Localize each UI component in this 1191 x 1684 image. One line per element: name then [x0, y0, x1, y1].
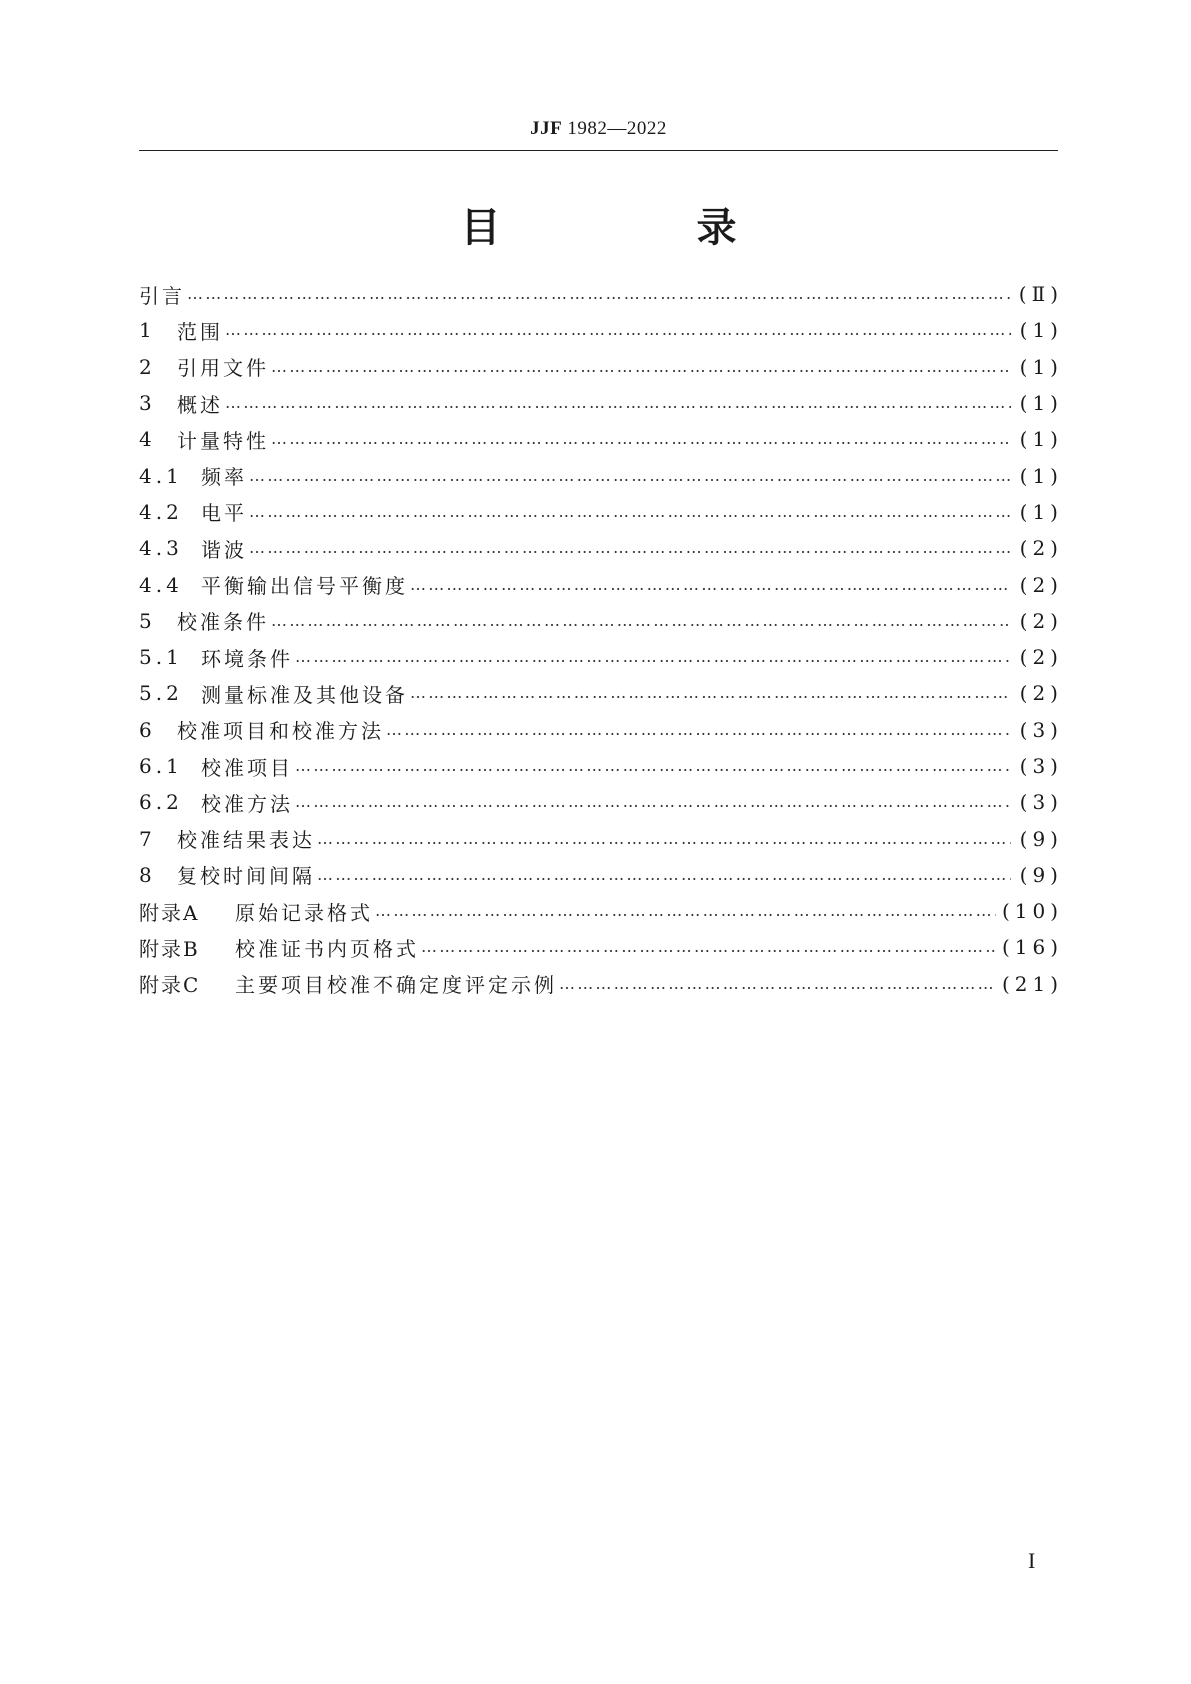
header-rule — [139, 150, 1058, 151]
table-of-contents — [139, 276, 1063, 1002]
toc-entry-label: 范围 — [177, 319, 223, 344]
standard-code: JJF — [530, 118, 563, 139]
toc-entry-label: 原始记录格式 — [235, 900, 373, 925]
toc-entry — [139, 929, 1063, 965]
toc-entry-number: 4.4 — [139, 572, 183, 597]
toc-entry-page: (1) — [1019, 463, 1063, 488]
toc-entry-page: (2) — [1019, 608, 1063, 633]
dot-leader — [295, 794, 1011, 810]
toc-entry-number: 5.1 — [139, 645, 183, 670]
toc-entry-number: 3 — [139, 391, 156, 416]
toc-entry-page: (3) — [1019, 754, 1063, 778]
dot-leader — [249, 468, 1011, 484]
dot-leader — [225, 322, 1011, 338]
toc-entry-page: (1) — [1019, 391, 1063, 416]
toc-entry-page: (1) — [1019, 354, 1063, 379]
dot-leader — [249, 504, 1011, 520]
page-title: 目 录 — [460, 205, 815, 251]
dot-leader — [421, 939, 996, 955]
toc-entry-number: 6.2 — [139, 790, 183, 815]
toc-entry-label: 电平 — [201, 501, 247, 526]
toc-entry — [139, 966, 1063, 1002]
toc-entry-page: (1) — [1019, 318, 1063, 343]
toc-entry-number: 4.2 — [139, 499, 183, 524]
toc-entry-page: (21) — [1001, 971, 1063, 996]
toc-entry-label: 校准结果表达 — [177, 828, 315, 853]
toc-entry-page: (1) — [1019, 427, 1063, 452]
toc-entry — [139, 312, 1063, 348]
toc-entry-number: 8 — [139, 862, 156, 887]
toc-entry-number: 5 — [139, 608, 156, 633]
toc-entry-page: (2) — [1019, 536, 1063, 561]
toc-entry-page: (2) — [1019, 645, 1063, 670]
toc-entry-label: 概述 — [177, 392, 223, 417]
toc-entry — [139, 421, 1063, 457]
toc-entry — [139, 385, 1063, 421]
dot-leader — [386, 722, 1011, 738]
toc-entry-label: 计量特性 — [177, 428, 269, 453]
toc-entry-label: 校准方法 — [201, 791, 293, 816]
dot-leader — [271, 431, 1011, 447]
toc-entry-number: 4 — [139, 427, 156, 452]
toc-entry — [139, 530, 1063, 566]
toc-entry-label: 测量标准及其他设备 — [201, 682, 408, 707]
toc-entry-page: (1) — [1019, 499, 1063, 524]
dot-leader — [295, 758, 1011, 774]
toc-entry-number: 4.3 — [139, 536, 183, 561]
toc-entry-label: 校准项目 — [201, 755, 293, 780]
toc-entry — [139, 349, 1063, 385]
toc-entry-number: 4.1 — [139, 463, 183, 488]
dot-leader — [375, 903, 996, 919]
toc-entry-page: (Ⅱ) — [1018, 282, 1063, 307]
toc-entry-label: 复校时间间隔 — [177, 864, 315, 889]
standard-number: 1982—2022 — [567, 118, 667, 139]
dot-leader — [271, 359, 1011, 375]
toc-entry — [139, 784, 1063, 820]
toc-entry-label: 校准证书内页格式 — [235, 936, 419, 961]
toc-entry — [139, 675, 1063, 711]
dot-leader — [187, 286, 1011, 302]
toc-entry — [139, 457, 1063, 493]
dot-leader — [317, 831, 1011, 847]
toc-entry-label: 谐波 — [201, 537, 247, 562]
toc-entry-number: 5.2 — [139, 681, 183, 706]
toc-entry-label: 引言 — [139, 283, 185, 308]
toc-entry-label: 引用文件 — [177, 356, 269, 381]
dot-leader — [295, 649, 1011, 665]
toc-entry-page: (9) — [1019, 862, 1063, 887]
toc-entry — [139, 639, 1063, 675]
toc-entry-page: (2) — [1019, 681, 1063, 706]
toc-entry — [139, 893, 1063, 929]
dot-leader — [249, 540, 1011, 556]
toc-entry-label: 校准项目和校准方法 — [177, 719, 384, 744]
toc-entry — [139, 712, 1063, 748]
toc-entry — [139, 276, 1063, 312]
page-folio: I — [1028, 1548, 1036, 1573]
toc-entry-number: 1 — [139, 318, 156, 343]
toc-entry — [139, 857, 1063, 893]
toc-entry-label: 平衡输出信号平衡度 — [201, 574, 408, 599]
dot-leader — [225, 395, 1011, 411]
toc-entry-page: (2) — [1019, 572, 1063, 597]
running-header — [139, 118, 1058, 140]
toc-entry — [139, 748, 1063, 784]
toc-entry-page: (16) — [1001, 935, 1063, 960]
toc-entry-number: 7 — [139, 826, 156, 851]
dot-leader — [317, 867, 1011, 883]
toc-entry — [139, 566, 1063, 602]
toc-entry — [139, 603, 1063, 639]
toc-entry — [139, 820, 1063, 856]
toc-entry-number: 附录B — [139, 936, 200, 961]
toc-entry-page: (3) — [1019, 790, 1063, 815]
toc-entry-page: (10) — [1001, 899, 1063, 924]
dot-leader — [271, 613, 1011, 629]
toc-entry-number: 附录A — [139, 900, 200, 925]
toc-entry-label: 主要项目校准不确定度评定示例 — [235, 973, 557, 998]
dot-leader — [559, 976, 996, 992]
toc-entry-number: 6.1 — [139, 754, 183, 778]
toc-entry-number: 2 — [139, 354, 156, 379]
toc-entry — [139, 494, 1063, 530]
toc-entry-number: 附录C — [139, 973, 201, 998]
toc-entry-label: 校准条件 — [177, 610, 269, 635]
dot-leader — [410, 577, 1011, 593]
toc-entry-page: (3) — [1019, 717, 1063, 742]
toc-entry-number: 6 — [139, 717, 156, 742]
toc-entry-label: 频率 — [201, 465, 247, 490]
toc-entry-page: (9) — [1019, 826, 1063, 851]
dot-leader — [410, 685, 1011, 701]
toc-entry-label: 环境条件 — [201, 646, 293, 671]
